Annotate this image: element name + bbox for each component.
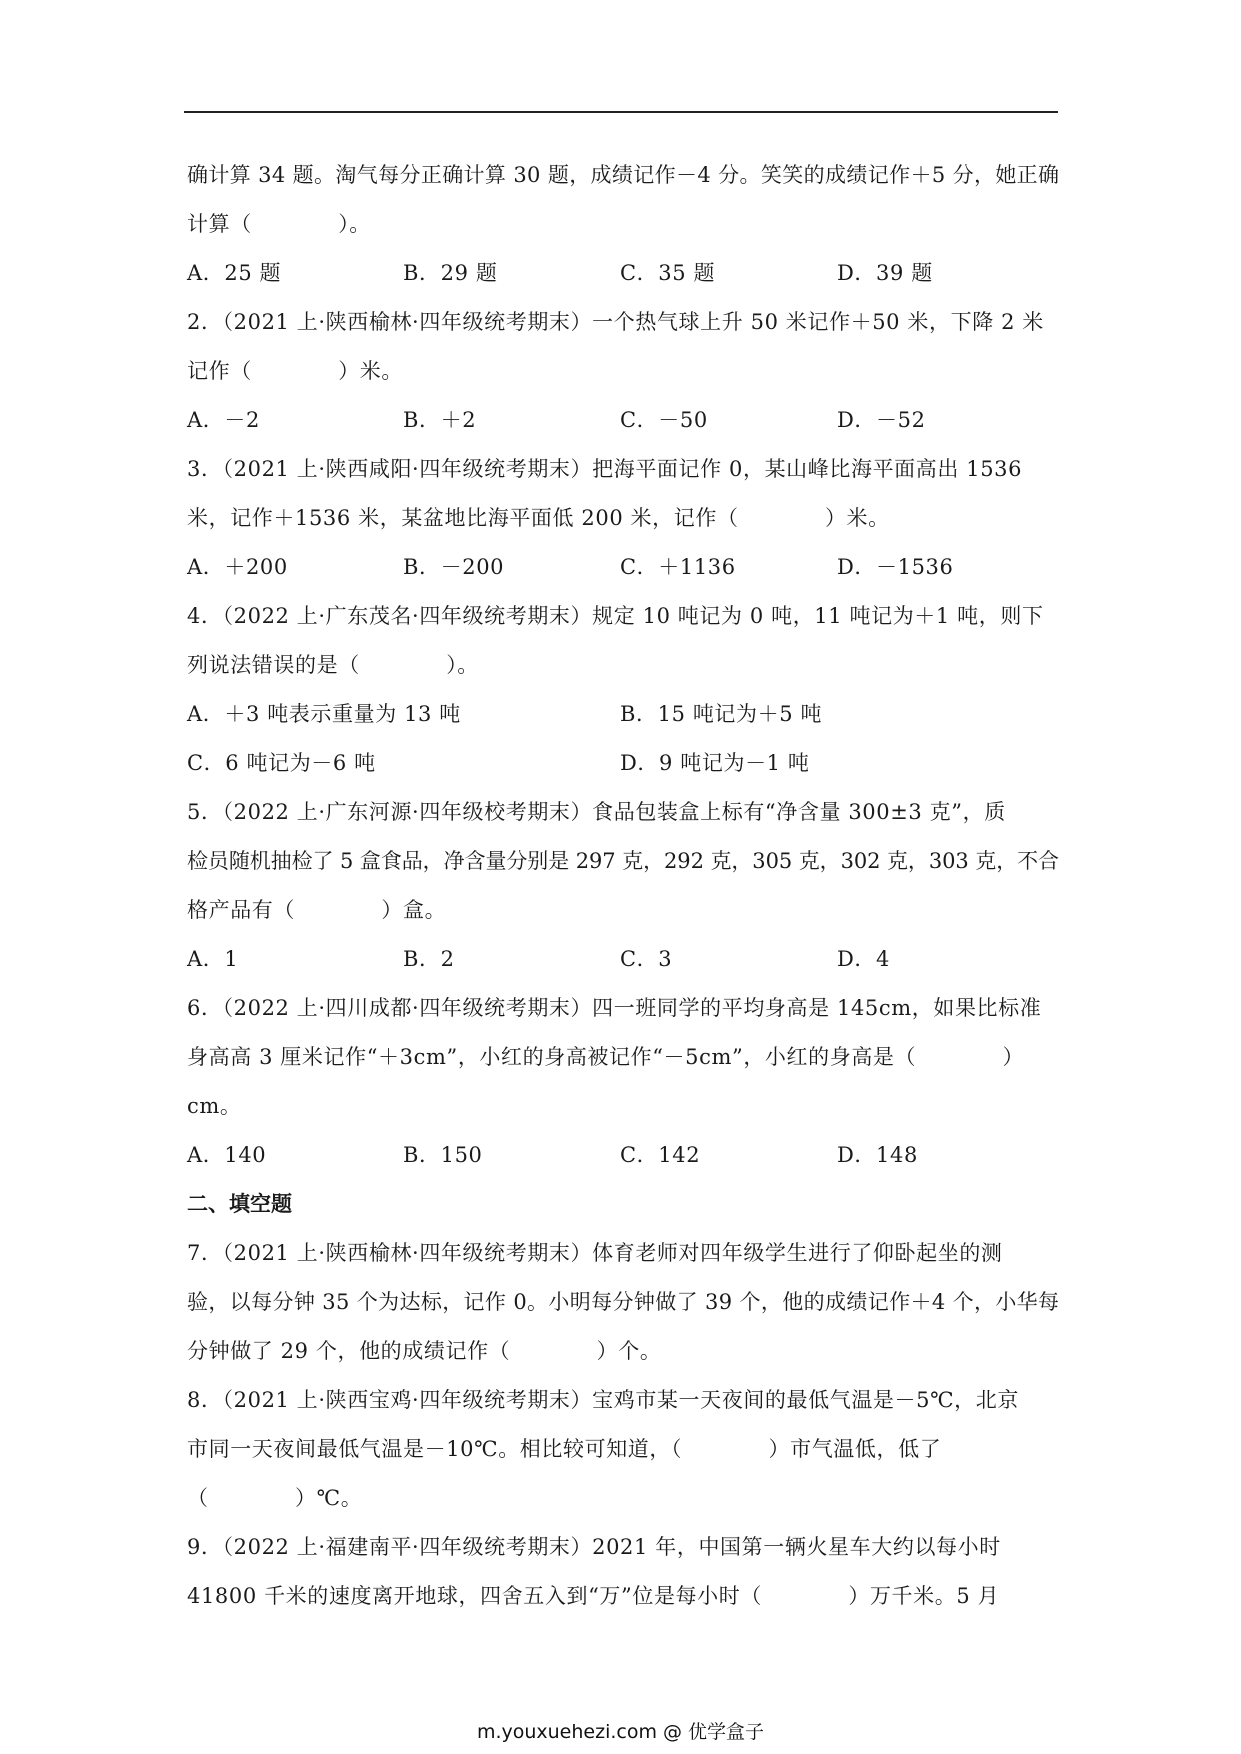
q2-option-b: B．＋2	[403, 408, 477, 432]
q2-text-line: 记作（ ）米。	[187, 359, 403, 383]
q3-option-a: A．＋200	[187, 555, 288, 579]
q1-text-line: 确计算 34 题。淘气每分正确计算 30 题，成绩记作－4 分。笑笑的成绩记作＋5 分，她正确	[187, 163, 1060, 187]
q4-option-a: A．＋3 吨表示重量为 13 吨	[187, 702, 461, 726]
q9-text-line: 41800 千米的速度离开地球，四舍五入到“万”位是每小时（ ）万千米。5 月	[187, 1584, 1000, 1608]
q6-text-line: cm。	[187, 1094, 242, 1118]
q5-option-b: B．2	[403, 947, 455, 971]
q1-option-b: B．29 题	[403, 261, 498, 285]
q1-option-d: D．39 题	[837, 261, 933, 285]
q5-text-line: 检员随机抽检了 5 盒食品，净含量分别是 297 克，292 克，305 克，302 克，303 克，不合	[187, 849, 1059, 873]
q6-text-line: 身高高 3 厘米记作“＋3cm”，小红的身高被记作“－5cm”，小红的身高是（ ）	[187, 1045, 1025, 1069]
q1-option-a: A．25 题	[187, 261, 282, 285]
q8-text-line: 8．（2021 上·陕西宝鸡·四年级统考期末）宝鸡市某一天夜间的最低气温是－5℃，北京	[187, 1388, 1019, 1412]
q5-text-line: 格产品有（ ）盒。	[187, 898, 447, 922]
q3-option-c: C．＋1136	[620, 555, 736, 579]
q3-option-b: B．－200	[403, 555, 505, 579]
q4-option-c: C．6 吨记为－6 吨	[187, 751, 376, 775]
q2-option-c: C．－50	[620, 408, 708, 432]
section-heading: 二、填空题	[187, 1192, 292, 1216]
q5-option-a: A．1	[187, 947, 239, 971]
header-rule	[184, 111, 1058, 113]
q7-text-line: 验，以每分钟 35 个为达标，记作 0。小明每分钟做了 39 个，他的成绩记作＋4 个，小华每	[187, 1290, 1060, 1314]
q3-text-line: 米，记作＋1536 米，某盆地比海平面低 200 米，记作（ ）米。	[187, 506, 890, 530]
q6-option-d: D．148	[837, 1143, 918, 1167]
q7-text-line: 分钟做了 29 个，他的成绩记作（ ）个。	[187, 1339, 662, 1363]
q8-text-line: （ ）℃。	[187, 1486, 363, 1510]
q5-text-line: 5．（2022 上·广东河源·四年级校考期末）食品包装盒上标有“净含量 300±3 克”，质	[187, 800, 1006, 824]
q3-option-d: D．－1536	[837, 555, 954, 579]
q2-option-d: D．－52	[837, 408, 926, 432]
q6-option-b: B．150	[403, 1143, 483, 1167]
q8-text-line: 市同一天夜间最低气温是－10℃。相比较可知道，（ ）市气温低，低了	[187, 1437, 942, 1461]
q6-option-c: C．142	[620, 1143, 701, 1167]
q5-option-c: C．3	[620, 947, 673, 971]
footer-watermark: m.youxuehezi.com @ 优学盒子	[476, 1721, 765, 1743]
q5-option-d: D．4	[837, 947, 890, 971]
q3-text-line: 3．（2021 上·陕西咸阳·四年级统考期末）把海平面记作 0，某山峰比海平面高出 1536	[187, 457, 1023, 481]
q9-text-line: 9．（2022 上·福建南平·四年级统考期末）2021 年，中国第一辆火星车大约以每小时	[187, 1535, 1001, 1559]
q2-option-a: A．－2	[187, 408, 260, 432]
q4-text-line: 4．（2022 上·广东茂名·四年级统考期末）规定 10 吨记为 0 吨，11 吨记为＋1 吨，则下	[187, 604, 1044, 628]
q4-option-d: D．9 吨记为－1 吨	[620, 751, 810, 775]
q1-option-c: C．35 题	[620, 261, 716, 285]
q1-text-line: 计算（ ）。	[187, 212, 371, 236]
q2-text-line: 2．（2021 上·陕西榆林·四年级统考期末）一个热气球上升 50 米记作＋50 米，下降 2 米	[187, 310, 1044, 334]
q4-option-b: B．15 吨记为＋5 吨	[620, 702, 823, 726]
q7-text-line: 7．（2021 上·陕西榆林·四年级统考期末）体育老师对四年级学生进行了仰卧起坐的测	[187, 1241, 1003, 1265]
q6-text-line: 6．（2022 上·四川成都·四年级统考期末）四一班同学的平均身高是 145cm，如果比标准	[187, 996, 1042, 1020]
q6-option-a: A．140	[187, 1143, 267, 1167]
q4-text-line: 列说法错误的是（ ）。	[187, 653, 479, 677]
